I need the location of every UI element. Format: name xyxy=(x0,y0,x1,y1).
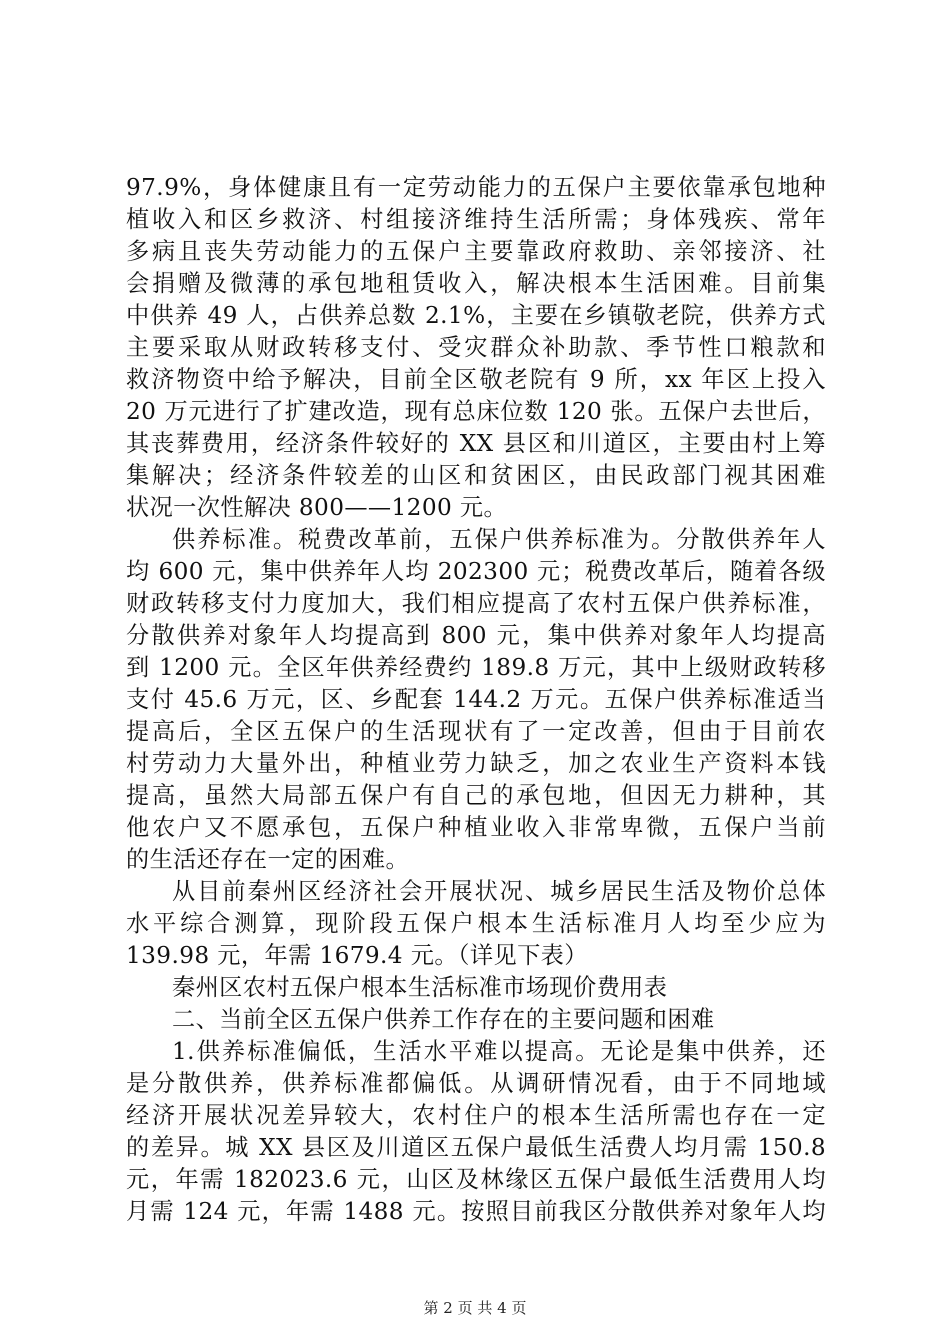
text-line: 提高后，全区五保户的生活现状有了一定改善，但由于目前农 xyxy=(126,718,826,745)
text-line: 97.9%，身体健康且有一定劳动能力的五保户主要依靠承包地种 xyxy=(126,174,826,201)
text-line: 集解决；经济条件较差的山区和贫困区，由民政部门视其困难 xyxy=(126,462,826,489)
paragraph-start-line: 供养标准。税费改革前，五保户供养标准为。分散供养年人 xyxy=(172,526,826,553)
text-line: 救济物资中给予解决，目前全区敬老院有 9 所，xx 年区上投入 xyxy=(126,366,826,393)
text-line: 20 万元进行了扩建改造，现有总床位数 120 张。五保户去世后， xyxy=(126,398,826,425)
text-line: 植收入和区乡救济、村组接济维持生活所需；身体残疾、常年 xyxy=(126,206,826,233)
paragraph-start-line: 1.供养标准偏低，生活水平难以提高。无论是集中供养，还 xyxy=(172,1038,826,1065)
text-line: 财政转移支付力度加大，我们相应提高了农村五保户供养标准， xyxy=(126,590,826,617)
text-line: 的生活还存在一定的困难。 xyxy=(126,846,410,873)
text-line: 多病且丧失劳动能力的五保户主要靠政府救助、亲邻接济、社 xyxy=(126,238,826,265)
text-line: 到 1200 元。全区年供养经费约 189.8 万元，其中上级财政转移 xyxy=(126,654,826,681)
text-line: 支付 45.6 万元，区、乡配套 144.2 万元。五保户供养标准适当 xyxy=(126,686,826,713)
text-line: 月需 124 元，年需 1488 元。按照目前我区分散供养对象年人均 xyxy=(126,1198,826,1225)
text-line: 提高，虽然大局部五保户有自己的承包地，但因无力耕种，其 xyxy=(126,782,826,809)
text-line: 主要采取从财政转移支付、受灾群众补助款、季节性口粮款和 xyxy=(126,334,826,361)
page-number-footer: 第 2 页 共 4 页 xyxy=(423,1299,527,1317)
text-line: 分散供养对象年人均提高到 800 元，集中供养对象年人均提高 xyxy=(126,622,826,649)
text-line: 的差异。城 XX 县区及川道区五保户最低生活费人均月需 150.8 xyxy=(126,1134,826,1161)
text-line: 他农户又不愿承包，五保户种植业收入非常卑微，五保户当前 xyxy=(126,814,826,841)
text-line: 状况一次性解决 800——1200 元。 xyxy=(126,494,508,521)
text-line: 139.98 元，年需 1679.4 元。（详见下表） xyxy=(126,942,588,969)
text-line: 元，年需 182023.6 元，山区及林缘区五保户最低生活费用人均 xyxy=(126,1166,826,1193)
text-line: 水平综合测算，现阶段五保户根本生活标准月人均至少应为 xyxy=(126,910,826,937)
text-line: 村劳动力大量外出，种植业劳力缺乏，加之农业生产资料本钱 xyxy=(126,750,826,777)
text-line: 其丧葬费用，经济条件较好的 XX 县区和川道区，主要由村上筹 xyxy=(126,430,826,457)
section-heading: 二、当前全区五保户供养工作存在的主要问题和困难 xyxy=(172,1006,715,1033)
text-line: 是分散供养，供养标准都偏低。从调研情况看，由于不同地域 xyxy=(126,1070,826,1097)
text-line: 均 600 元，集中供养年人均 202300 元；税费改革后，随着各级 xyxy=(126,558,826,585)
text-line: 中供养 49 人，占供养总数 2.1%，主要在乡镇敬老院，供养方式 xyxy=(126,302,826,329)
table-caption: 秦州区农村五保户根本生活标准市场现价费用表 xyxy=(172,974,668,1001)
text-line: 经济开展状况差异较大，农村住户的根本生活所需也存在一定 xyxy=(126,1102,826,1129)
text-line: 会捐赠及微薄的承包地租赁收入，解决根本生活困难。目前集 xyxy=(126,270,826,297)
paragraph-start-line: 从目前秦州区经济社会开展状况、城乡居民生活及物价总体 xyxy=(172,878,826,905)
